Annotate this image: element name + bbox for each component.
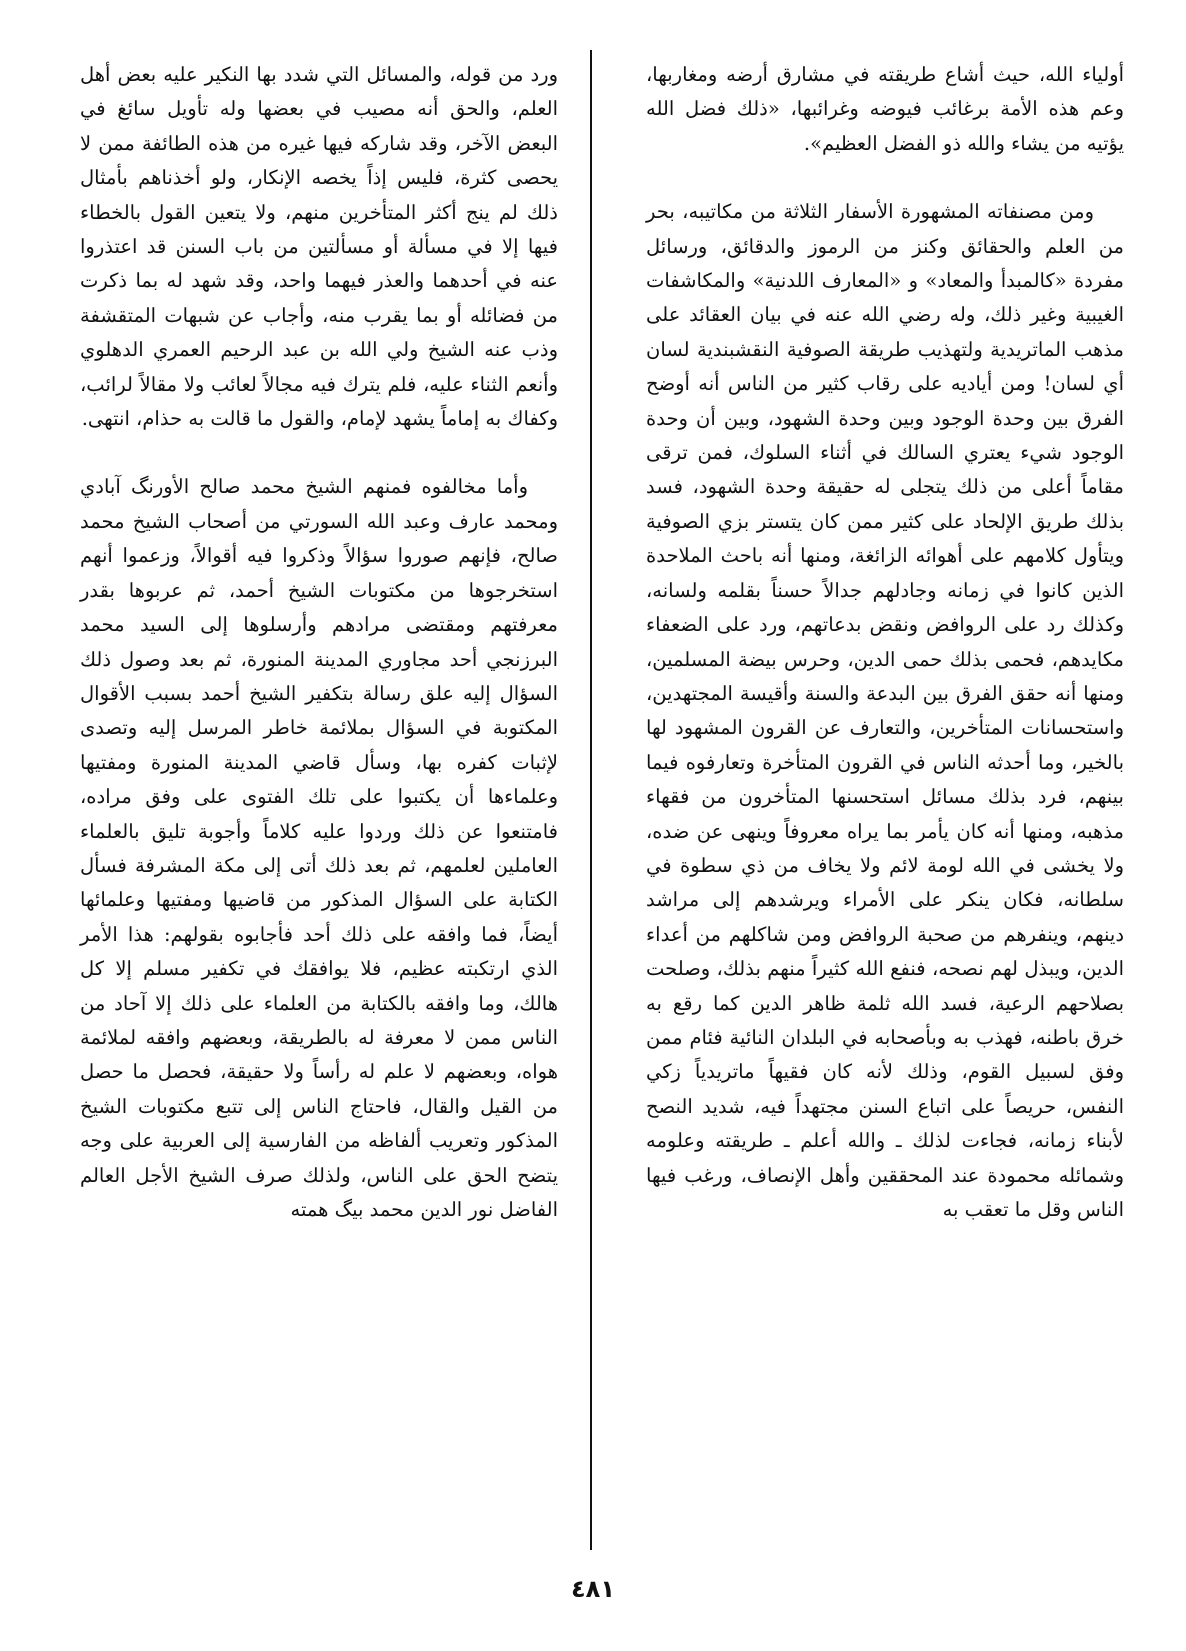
right-paragraph-1: أولياء الله، حيث أشاع طريقته في مشارق أرضه ومغاربها، وعم هذه الأمة برغائب فيوضه وغرائبها، «ذلك فضل الله يؤتيه من يشاء والله ذو الفضل العظيم». xyxy=(646,63,1124,155)
left-paragraph-2: وأما مخالفوه فمنهم الشيخ محمد صالح الأورنگ آبادي ومحمد عارف وعبد الله السورتي من أصحاب الشيخ محمد صالح، فإنهم صوروا سؤالاً وذكروا فيه أقوالاً، وزعموا أنهم استخرجوها من مكتوبات الشيخ أحمد، ثم عربوها بقدر معرفتهم ومقتضى مرادهم وأرسلوها إلى السيد محمد البرزنجي أحد مجاوري المدينة المنورة، ثم بعد وصول ذلك السؤال إليه علق رسالة بتكفير الشيخ أحمد بسبب الأقوال المكتوبة في السؤال بملائمة خاطر المرسل إليه وتصدى لإثبات كفره بها، وسأل قاضي المدينة المنورة ومفتيها وعلماءها أن يكتبوا على تلك الفتوى على وفق مراده، فامتنعوا عن ذلك وردوا عليه كلاماً وأجوبة تليق بالعلماء العاملين لعلمهم، ثم بعد ذلك أتى إلى مكة المشرفة فسأل الكتابة على السؤال المذكور من قاضيها ومفتيها وعلمائها أيضاً، فما وافقه على ذلك أحد فأجابوه بقولهم: هذا الأمر الذي ارتكبته عظيم، فلا يوافقك في تكفير مسلم إلا كل هالك، وما وافقه بالكتابة من العلماء على ذلك إلا آحاد من الناس ممن لا معرفة له بالطريقة، وبعضهم وافقه لملائمة هواه، وبعضهم لا علم له رأساً ولا حقيقة، فحصل ما حصل من القيل والقال، فاحتاج الناس إلى تتبع مكتوبات الشيخ المذكور وتعريب ألفاظه من الفارسية إلى العربية على وجه يتضح الحق على الناس، ولذلك صرف الشيخ الأجل العالم الفاضل نور الدين محمد بيگ همته xyxy=(80,475,558,1221)
right-column xyxy=(646,58,1124,1227)
left-paragraph-1: ورد من قوله، والمسائل التي شدد بها النكير عليه بعض أهل العلم، والحق أنه مصيب في بعضها وله تأويل سائغ في البعض الآخر، وقد شاركه فيها غيره من هذه الطائفة ممن لا يحصى كثرة، فليس إذاً يخصه الإنكار، ولو أخذناهم بأمثال ذلك لم ينج أكثر المتأخرين منهم، ولا يتعين القول بالخطاء فيها إلا في مسألة أو مسألتين من باب السنن قد اعتذروا عنه في أحدهما والعذر فيهما واحد، وقد شهد له بما ذكرت من فضائله أو بما يقرب منه، وأجاب عن شبهات المتقشفة وذب عنه الشيخ ولي الله بن عبد الرحيم العمري الدهلوي وأنعم الثناء عليه، فلم يترك فيه مجالاً لعائب ولا مقالاً لرائب، وكفاك به إماماً يشهد لإمام، والقول ما قالت به حذام، انتهى. xyxy=(80,63,558,431)
right-paragraph-2: ومن مصنفاته المشهورة الأسفار الثلاثة من مكاتيبه، بحر من العلم والحقائق وكنز من الرموز والدقائق، ورسائل مفردة «كالمبدأ والمعاد» و «المعارف اللدنية» والمكاشفات الغيبية وغير ذلك، وله رضي الله عنه في بيان العقائد على مذهب الماتريدية ولتهذيب طريقة الصوفية النقشبندية لسان أي لسان! ومن أياديه على رقاب كثير من الناس أنه أوضح الفرق بين وحدة الوجود وبين وحدة الشهود، وبين أن وحدة الوجود شيء يعتري السالك في أثناء السلوك، فمن ترقى مقاماً أعلى من ذلك يتجلى له حقيقة وحدة الشهود، فسد بذلك طريق الإلحاد على كثير ممن كان يتستر بزي الصوفية ويتأول كلامهم على أهوائه الزائغة، ومنها أنه باحث الملاحدة الذين كانوا في زمانه وجادلهم جدالاً حسناً بقلمه ولسانه، وكذلك رد على الروافض ونقض بدعاتهم، ورد على الضعفاء مكايدهم، فحمى بذلك حمى الدين، وحرس بيضة المسلمين، ومنها أنه حقق الفرق بين البدعة والسنة وأقيسة المجتهدين، واستحسانات المتأخرين، والتعارف عن القرون المشهود لها بالخير، وما أحدثه الناس في القرون المتأخرة وتعارفوه فيما بينهم، فرد بذلك مسائل استحسنها المتأخرون من فقهاء مذهبه، ومنها أنه كان يأمر بما يراه معروفاً وينهى عن ضده، ولا يخشى في الله لومة لائم ولا يخاف من ذي سطوة في سلطانه، فكان ينكر على الأمراء ويرشدهم إلى مراشد دينهم، وينفرهم من صحبة الروافض ومن شاكلهم من أعداء الدين، ويبذل لهم نصحه، فنفع الله كثيراً منهم بذلك، وصلحت بصلاحهم الرعية، فسد الله ثلمة ظاهر الدين كما رقع به خرق باطنه، فهذب به وبأصحابه في البلدان النائية فئام ممن وفق لسبيل القوم، وذلك لأنه كان فقيهاً ماتريدياً زكي النفس، حريصاً على اتباع السنن مجتهداً فيه، شديد النصح لأبناء زمانه، فجاءت لذلك ـ والله أعلم ـ طريقته وعلومه وشمائله محمودة عند المحققين وأهل الإنصاف، ورغب فيها الناس وقل ما تعقب به xyxy=(646,200,1124,1221)
page-number: ٤٨١ xyxy=(571,1575,615,1603)
left-column xyxy=(80,58,558,1227)
column-divider xyxy=(590,50,592,1550)
